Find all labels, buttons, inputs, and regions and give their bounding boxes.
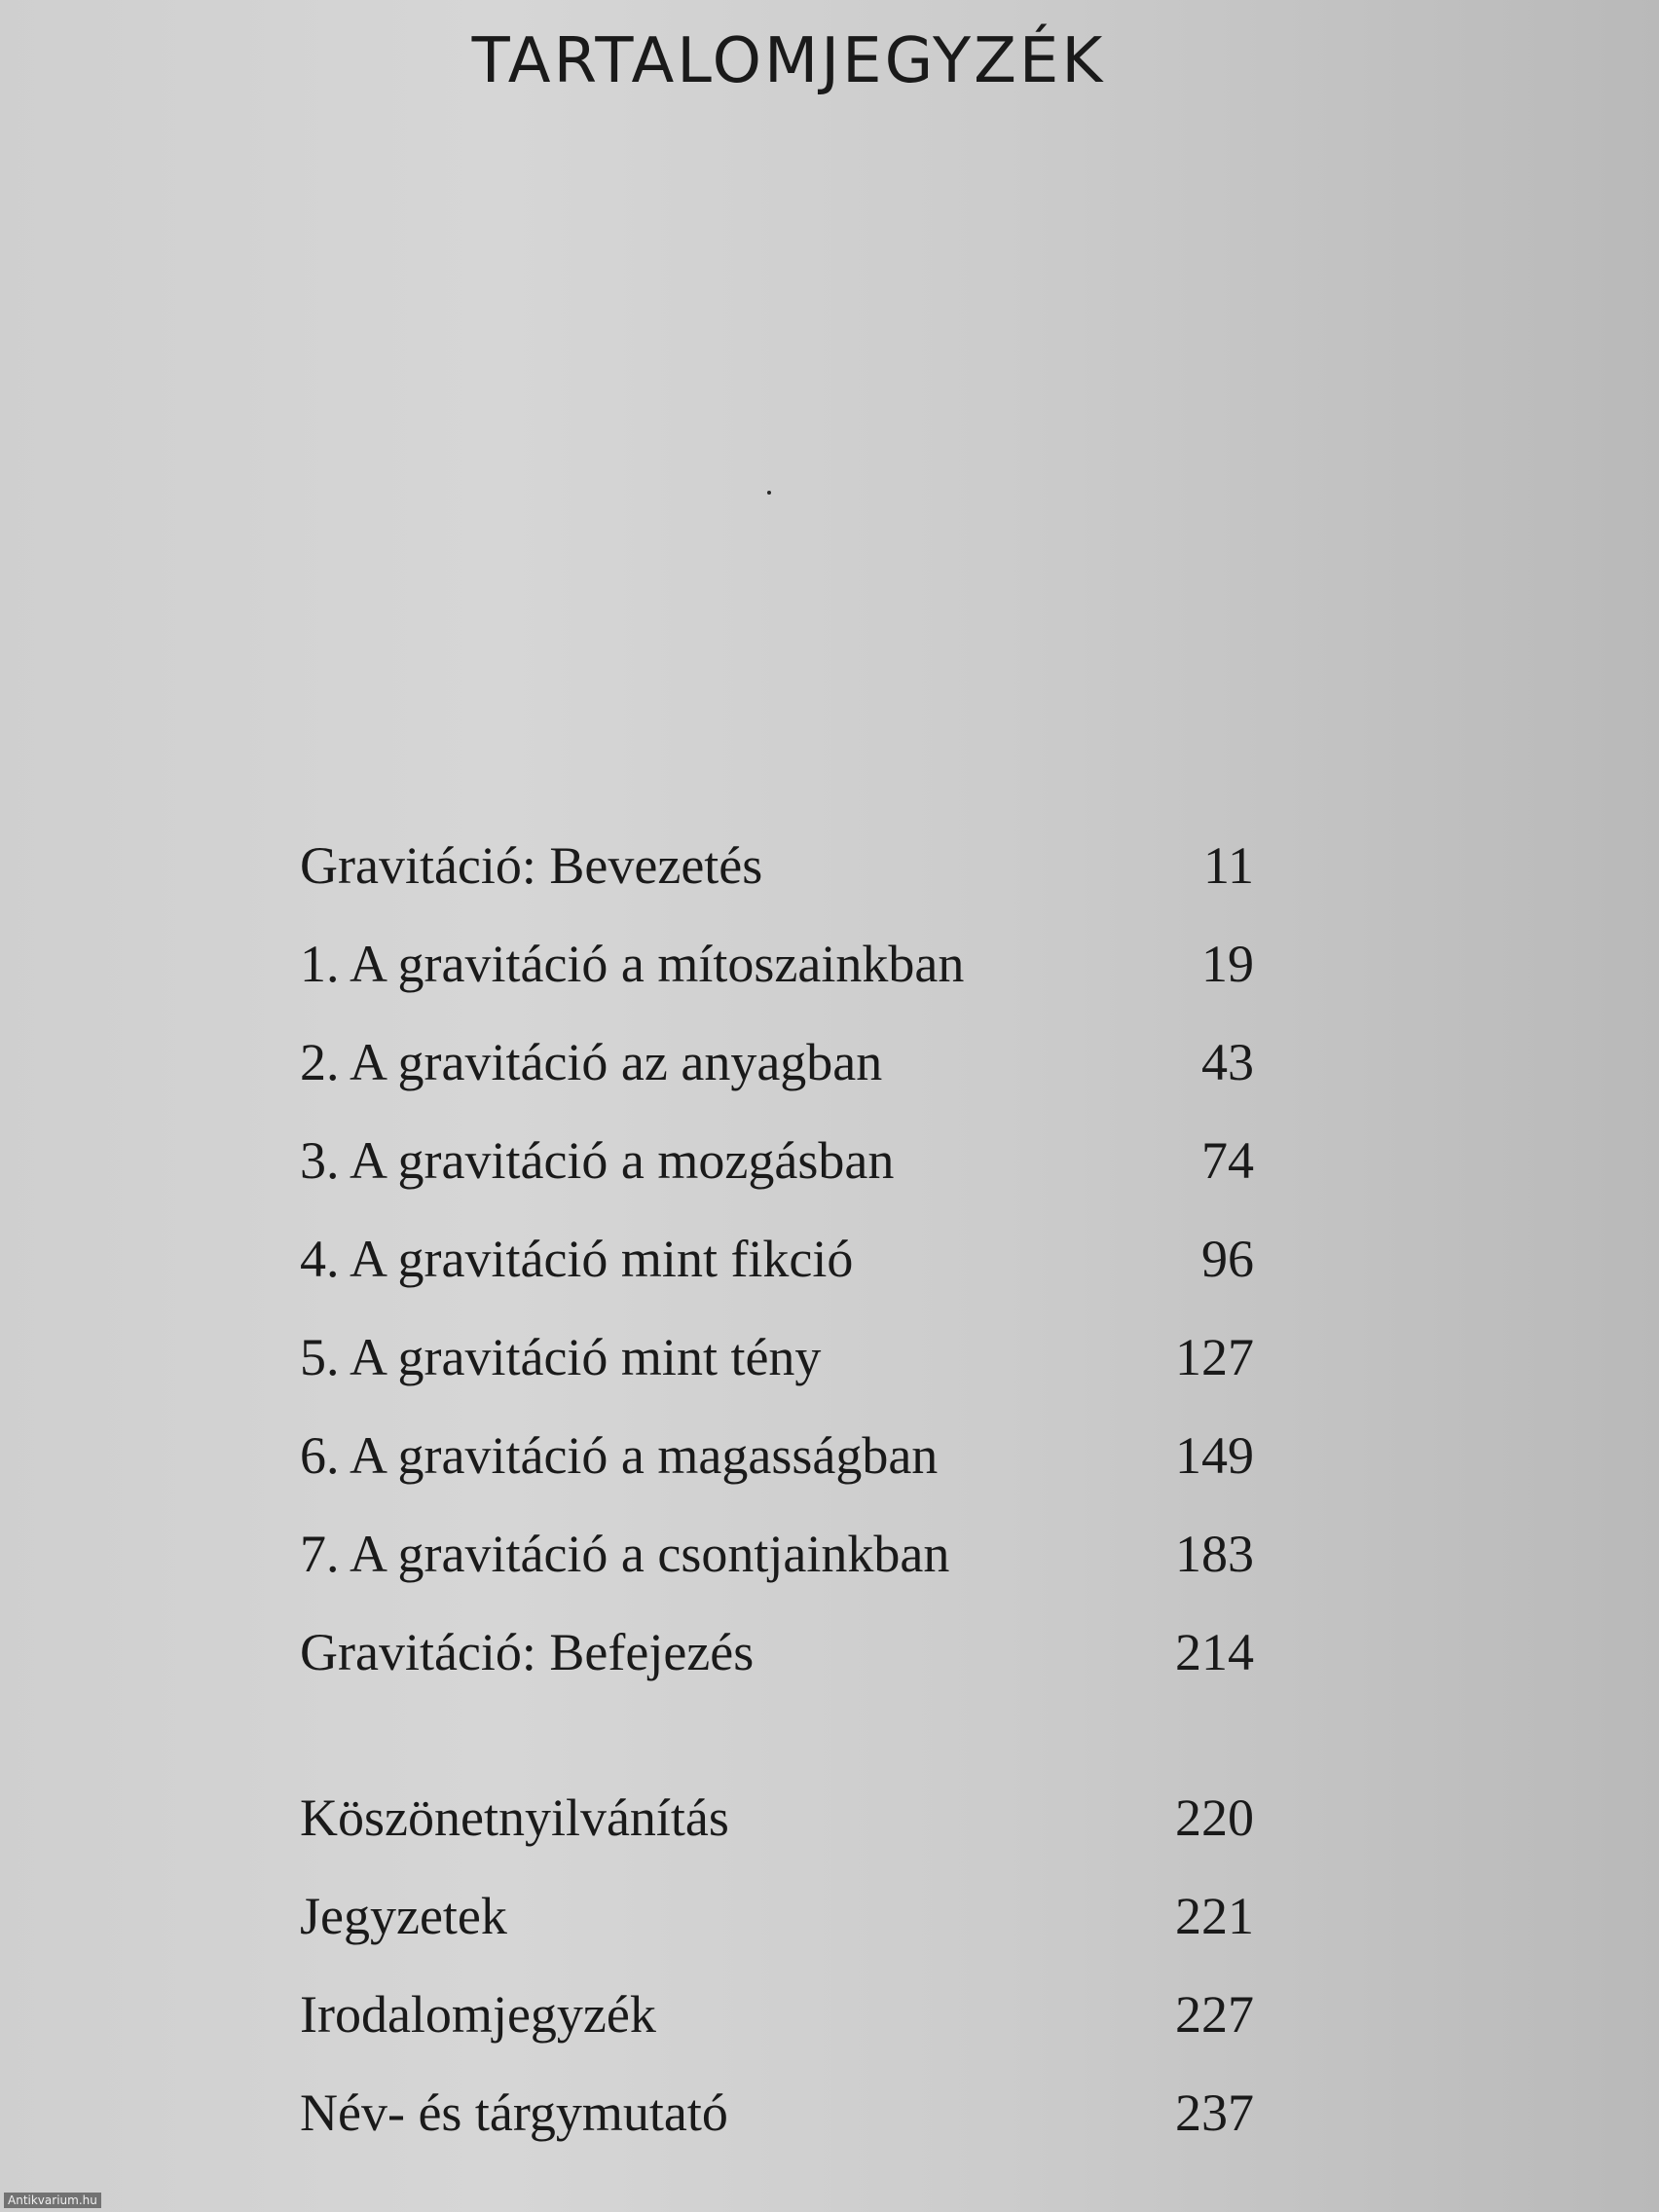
toc-entry <box>300 1622 1254 1720</box>
toc-main-section <box>300 835 1254 1720</box>
toc-entry-label: Név- és tárgymutató <box>300 2083 728 2142</box>
toc-entry-label: 4. A gravitáció mint fikció <box>300 1230 854 1288</box>
toc-back-matter-section <box>300 1788 1254 2181</box>
toc-entry-label: Jegyzetek <box>300 1887 507 1945</box>
toc-entry-label: Gravitáció: Befejezés <box>300 1623 755 1681</box>
toc-entry-page: 149 <box>1175 1426 1254 1485</box>
toc-entry-label: 7. A gravitáció a csontjainkban <box>300 1525 950 1583</box>
toc-entry-page: 11 <box>1203 836 1254 895</box>
toc-entry-label: Irodalomjegyzék <box>300 1985 656 2044</box>
toc-entry-label: Gravitáció: Bevezetés <box>300 836 763 895</box>
toc-entry <box>300 1229 1254 1327</box>
toc-entry-page: 43 <box>1201 1033 1254 1091</box>
toc-entry <box>300 934 1254 1032</box>
page-title: TARTALOMJEGYZÉK <box>471 25 1106 97</box>
toc-entry <box>300 1886 1254 1984</box>
toc-entry-page: 214 <box>1175 1623 1254 1681</box>
toc-entry-page: 227 <box>1175 1985 1254 2044</box>
toc-entry-page: 96 <box>1201 1230 1254 1288</box>
toc-entry <box>300 1984 1254 2083</box>
toc-entry <box>300 2083 1254 2181</box>
toc-entry <box>300 835 1254 934</box>
toc-entry-page: 237 <box>1175 2083 1254 2142</box>
toc-entry <box>300 1327 1254 1425</box>
toc-entry-label: 2. A gravitáció az anyagban <box>300 1033 883 1091</box>
toc-entry <box>300 1032 1254 1130</box>
toc-entry-page: 183 <box>1175 1525 1254 1583</box>
toc-entry-page: 220 <box>1175 1788 1254 1847</box>
toc-entry-page: 74 <box>1201 1131 1254 1190</box>
toc-entry-label: 6. A gravitáció a magasságban <box>300 1426 939 1485</box>
toc-entry-page: 221 <box>1175 1887 1254 1945</box>
toc-entry <box>300 1788 1254 1886</box>
toc-entry-label: 5. A gravitáció mint tény <box>300 1328 822 1386</box>
toc-entry-page: 19 <box>1201 935 1254 993</box>
toc-entry-label: Köszönetnyilvánítás <box>300 1788 729 1847</box>
paper-speck <box>767 491 771 495</box>
toc-entry <box>300 1425 1254 1524</box>
toc-entry-label: 3. A gravitáció a mozgásban <box>300 1131 895 1190</box>
toc-entry-label: 1. A gravitáció a mítoszainkban <box>300 935 965 993</box>
watermark: Antikvarium.hu <box>4 2193 101 2208</box>
toc-entry-page: 127 <box>1175 1328 1254 1386</box>
toc-entry <box>300 1130 1254 1229</box>
toc-entry <box>300 1524 1254 1622</box>
